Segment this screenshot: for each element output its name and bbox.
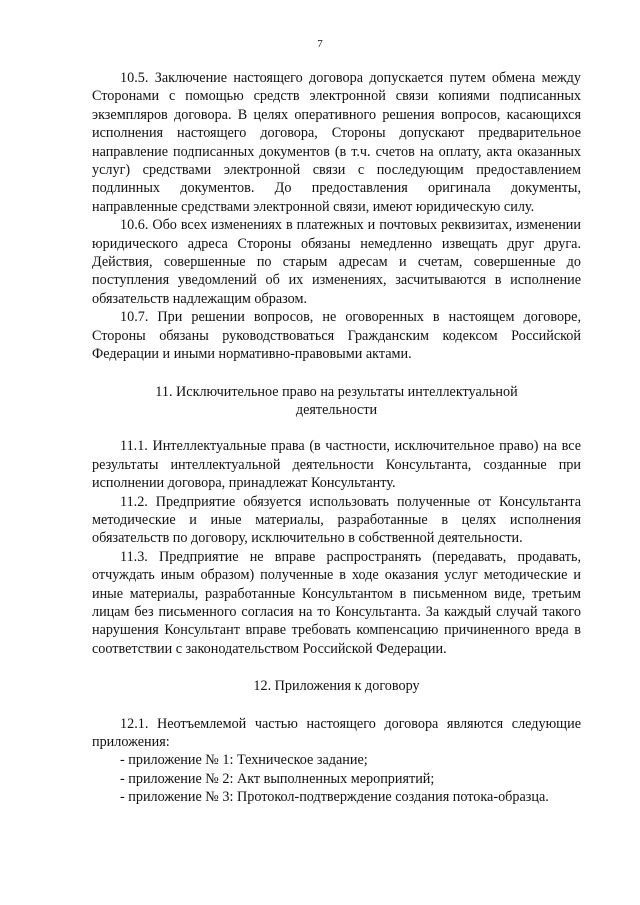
appendix-list-item-3: - приложение № 3: Протокол-подтверждение создания потока-образца. [120, 789, 549, 806]
clause-11-2: 11.2. Предприятие обязуется использовать полученные от Консультанта методические и иные материалы, разработанные в целях исполнения обязательств по договору, исключительно в собственной деятельности. [92, 493, 581, 547]
clause-11-1: 11.1. Интеллектуальные права (в частности, исключительное право) на все результаты интеллектуальной деятельности Консультанта, созданные при исполнении договора, принадлежат Консультанту. [92, 438, 581, 492]
clause-10-7: 10.7. При решении вопросов, не оговоренных в настоящем договоре, Стороны обязаны руководствоваться Гражданским кодексом Российской Федерации и иными нормативно-правовыми актами. [92, 309, 581, 363]
section-11-heading-line2: деятельности [295, 401, 378, 418]
section-12-heading: 12. Приложения к договору [253, 678, 420, 695]
appendix-list-item-1: - приложение № 1: Техническое задание; [120, 752, 368, 769]
clause-10-5: 10.5. Заключение настоящего договора допускается путем обмена между Сторонами с помощью средств электронной связи копиями подписанных экземпляров договора. В целях оперативного решения вопросов, касающихся исполнения настоящего договора, Стороны допускают предварительное направление подписанных документов (в т.ч. счетов на оплату, акта оказанных услуг) средствами электронной связи с последующим предоставлением подлинных документов. До предоставления оригинала документы, направленные средствами электронной связи, имеют юридическую силу. [92, 70, 581, 215]
page-number: 7 [317, 38, 323, 50]
section-11-heading [92, 383, 581, 420]
clause-11-3: 11.3. Предприятие не вправе распространять (передавать, продавать, отчуждать иным образом) полученные в ходе оказания услуг методические и иные материалы, разработанные Консультантом в письменном виде, третьим лицам без письменного согласия на то Консультанта. За каждый случай такого нарушения Консультант вправе требовать компенсацию причиненного вреда в соответствии с законодательством Российской Федерации. [92, 548, 581, 657]
clause-12-1: 12.1. Неотъемлемой частью настоящего договора являются следующие приложения: [92, 715, 581, 750]
document-body [92, 69, 581, 807]
section-11-heading-line1: 11. Исключительное право на результаты интеллектуальной [155, 383, 518, 400]
appendix-list-item-2: - приложение № 2: Акт выполненных мероприятий; [120, 770, 435, 787]
clause-10-6: 10.6. Обо всех изменениях в платежных и почтовых реквизитах, изменении юридического адреса Стороны обязаны немедленно извещать друг друга. Действия, совершенные по старым адресам и счетам, совершенные до поступления уведомлений об их изменениях, засчитываются в исполнение обязательств надлежащим образом. [92, 217, 581, 307]
